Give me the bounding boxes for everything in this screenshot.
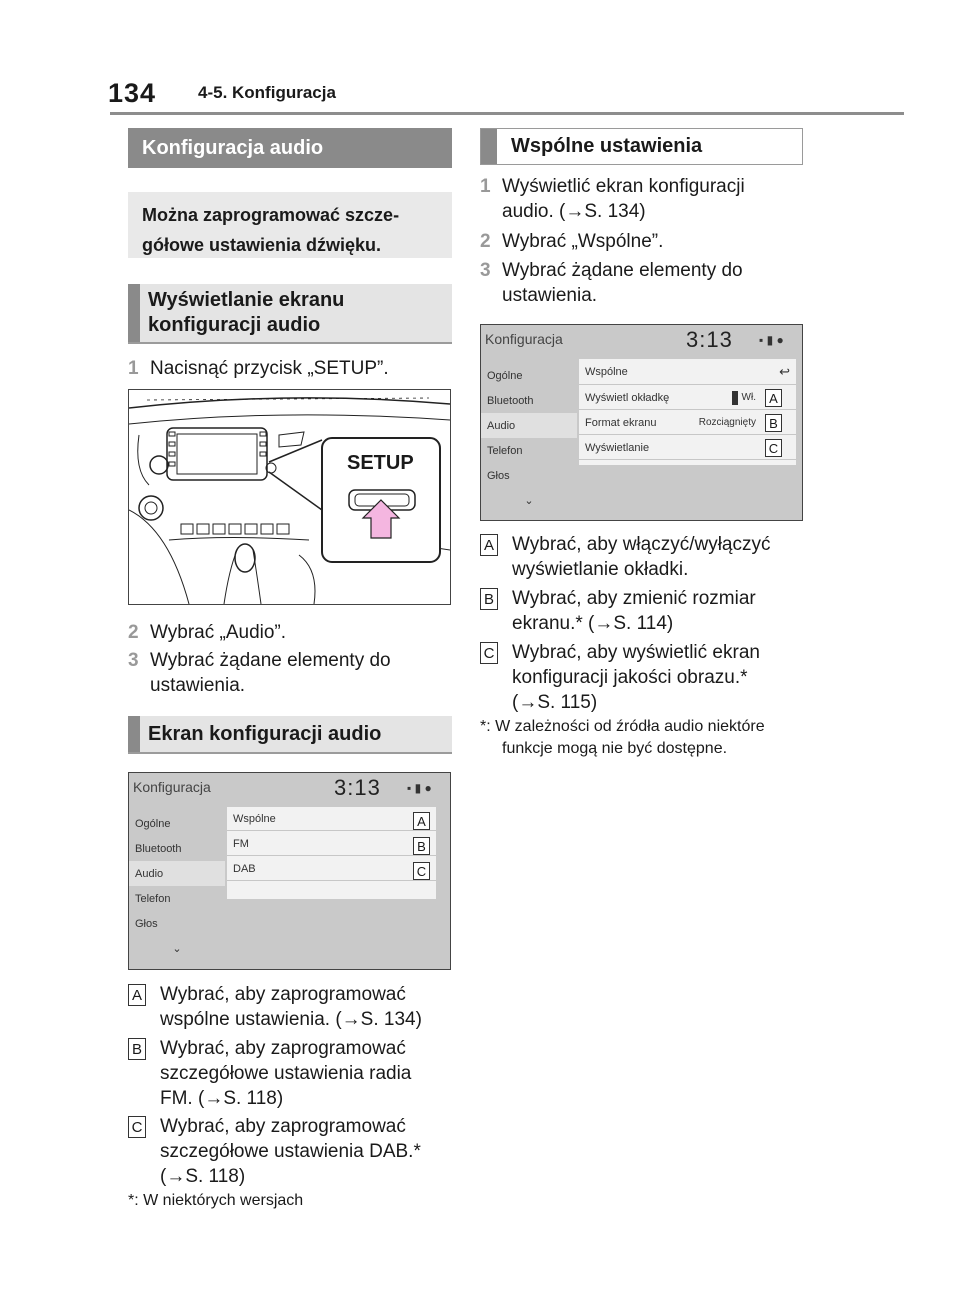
display-heading: [128, 284, 452, 344]
screen-list: [579, 359, 796, 465]
dashboard-drawing: [129, 390, 450, 604]
page-number: 134: [108, 78, 157, 108]
side-item-voice[interactable]: Głos: [487, 469, 510, 482]
left-step-2: 2 Wybrać „Audio”.: [128, 622, 287, 643]
common-settings-heading: Wspólne ustawienia: [480, 128, 803, 165]
screen-sidebar: [129, 811, 225, 961]
side-item-general[interactable]: Ogólne: [135, 817, 171, 830]
heading-bar: [128, 284, 140, 342]
right-item-a: A Wybrać, aby włączyć/wyłączyć wyświetlanie okładki.: [480, 532, 820, 582]
heading-bar: [481, 129, 497, 164]
left-item-c: C Wybrać, aby zaprogramować szczegółowe ustawienia DAB.* (→S. 118): [128, 1114, 458, 1189]
tag-c: C: [413, 862, 430, 881]
heading-bar: [128, 716, 140, 752]
chevron-down-icon[interactable]: ⌄: [172, 943, 182, 955]
intro-text: Można zaprogramować szcze- gółowe ustawienia dźwięku.: [128, 192, 452, 258]
side-item-bluetooth[interactable]: Bluetooth: [135, 842, 182, 855]
side-item-voice[interactable]: Głos: [135, 917, 158, 930]
side-item-bluetooth[interactable]: Bluetooth: [487, 394, 534, 407]
left-footnote: *: W niektórych wersjach: [128, 1192, 304, 1209]
row-dab[interactable]: DAB: [227, 857, 436, 881]
tag-b: B: [765, 414, 782, 433]
dashboard-illustration: [128, 389, 451, 605]
screen-heading: Ekran konfiguracji audio: [128, 716, 452, 754]
left-item-b: B Wybrać, aby zaprogramować szczegółowe ustawienia radia FM. (→S. 118): [128, 1036, 458, 1111]
status-icons: ▪ ▮ ●: [759, 333, 784, 347]
left-item-a: A Wybrać, aby zaprogramować wspólne ustawienia. (→S. 134): [128, 982, 458, 1032]
chevron-down-icon[interactable]: ⌄: [524, 495, 534, 507]
toggle-indicator: [732, 391, 738, 405]
screen-title: Konfiguracja: [133, 779, 211, 795]
left-step-3: 3 Wybrać żądane elementy do ustawienia.: [128, 650, 391, 696]
side-item-audio[interactable]: Audio: [129, 861, 225, 886]
common-settings-screen: [480, 324, 803, 521]
right-item-c: C Wybrać, aby wyświetlić ekran konfiguracji jakości obrazu.* (→S. 115): [480, 640, 820, 715]
right-step-1: 1 Wyświetlić ekran konfiguracji audio. (→S. 134): [480, 176, 745, 222]
display-heading-text: Wyświetlanie ekranu konfiguracji audio: [148, 289, 345, 336]
header-rule: [110, 112, 904, 115]
row-header-common: Wspólne ↩: [579, 359, 796, 385]
tag-a: A: [413, 812, 430, 831]
right-step-3: 3 Wybrać żądane elementy do ustawienia.: [480, 260, 743, 306]
back-icon[interactable]: ↩: [779, 363, 790, 379]
row-screen-format[interactable]: Format ekranu Rozciągnięty: [579, 411, 796, 435]
left-step-1: 1 Nacisnąć przycisk „SETUP”.: [128, 358, 389, 379]
side-item-audio[interactable]: Audio: [481, 413, 577, 438]
setup-label: SETUP: [347, 452, 414, 474]
side-item-phone[interactable]: Telefon: [135, 892, 171, 905]
side-item-phone[interactable]: Telefon: [487, 444, 523, 457]
right-footnote: *: W zależności od źródła audio niektóre funkcje mogą nie być dostępne.: [480, 718, 765, 757]
audio-config-screen: [128, 772, 451, 970]
section-title: 4-5. Konfiguracja: [198, 83, 336, 102]
screen-clock: 3:13: [686, 327, 733, 352]
main-heading: Konfiguracja audio: [128, 128, 452, 168]
row-fm[interactable]: FM: [227, 832, 436, 856]
side-item-general[interactable]: Ogólne: [487, 369, 523, 382]
screen-title: Konfiguracja: [485, 331, 563, 347]
right-item-b: B Wybrać, aby zmienić rozmiar ekranu.* (→S. 114): [480, 586, 820, 636]
tag-b: B: [413, 837, 430, 856]
tag-c: C: [765, 439, 782, 458]
row-cover-art[interactable]: Wyświetl okładkę Wł.: [579, 386, 796, 410]
tag-a: A: [765, 389, 782, 408]
row-common[interactable]: Wspólne: [227, 807, 436, 831]
status-icons: ▪ ▮ ●: [407, 781, 432, 795]
row-display[interactable]: Wyświetlanie: [579, 436, 796, 460]
screen-clock: 3:13: [334, 775, 381, 800]
screen-list: [227, 807, 436, 899]
screen-sidebar: [481, 363, 577, 513]
right-step-2: 2 Wybrać „Wspólne”.: [480, 231, 664, 252]
